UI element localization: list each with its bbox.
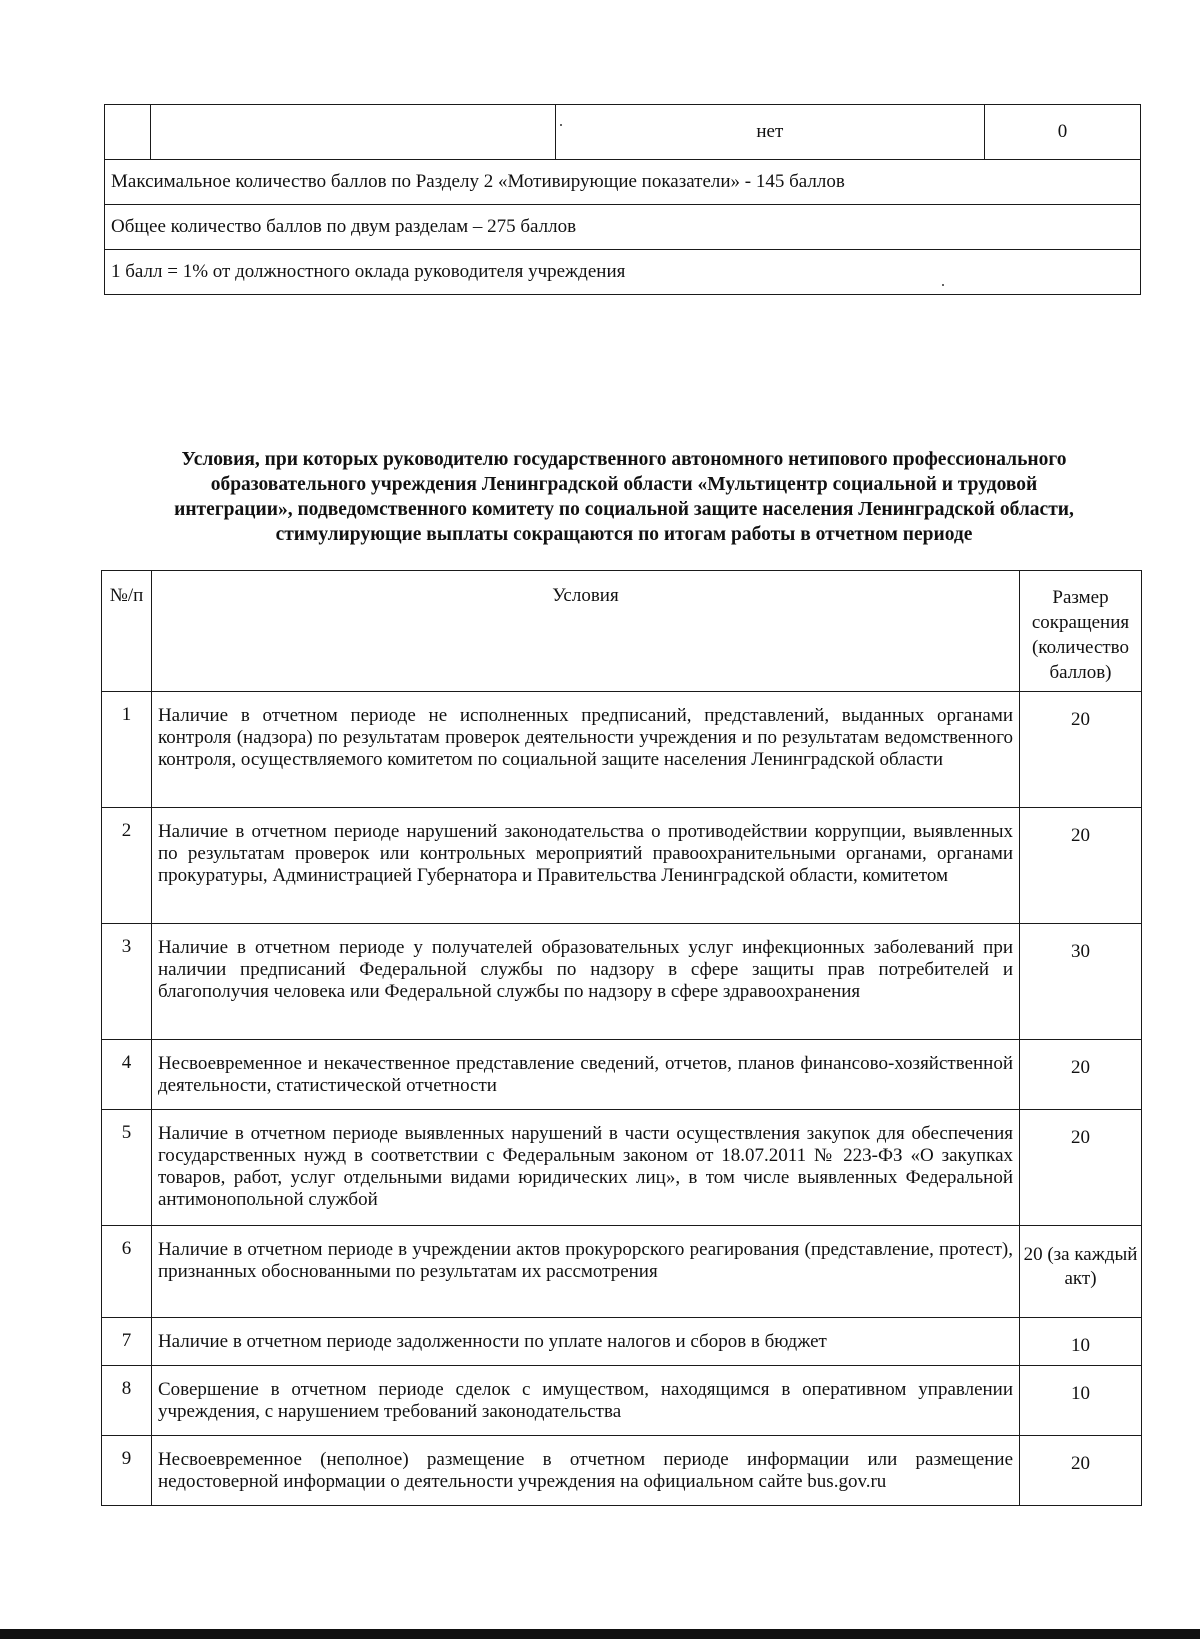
row-condition: Наличие в отчетном периоде не исполненных предписаний, представлений, выданных органами контроля (надзора) по результатам проверок деятельности учреждения и по результатам ведомственного контроля, осуществляемого комитетом по социальной защите населения Ленинградской области [151, 692, 1019, 808]
row-condition: Наличие в отчетном периоде выявленных нарушений в части осуществления закупок для обеспечения государственных нужд в соответствии с Федеральным законом от 18.07.2011 № 223-ФЗ «О закупках товаров, работ, услуг отдельными видами юридических лиц», в том числе выявленных Федеральной антимонопольной службой [151, 1110, 1019, 1226]
row-size: 20 [1020, 692, 1142, 808]
summary-max-section2: Максимальное количество баллов по Разделу 2 «Мотивирующие показатели» - 145 баллов [105, 160, 1141, 205]
heading-line: Условия, при которых руководителю государственного автономного нетипового профессионального [181, 449, 1067, 470]
header-num: №/п [102, 571, 152, 692]
table-row [102, 692, 1142, 808]
row-num: 7 [102, 1318, 152, 1366]
table-row [102, 1040, 1142, 1110]
header-size: Размер сокращения (количество баллов) [1020, 571, 1142, 692]
row-num: 2 [102, 808, 152, 924]
table-row [102, 1318, 1142, 1366]
summary-point-value: 1 балл = 1% от должностного оклада руководителя учреждения [105, 250, 1141, 295]
heading-line: интеграции», подведомственного комитету по социальной защите населения Ленинградской области, [174, 499, 1074, 520]
row-condition: Совершение в отчетном периоде сделок с имуществом, находящимся в оперативном управлении учреждения, с нарушением требований законодательства [151, 1366, 1019, 1436]
row-size: 20 [1020, 1436, 1142, 1506]
row-size: 10 [1020, 1366, 1142, 1436]
heading-line: образовательного учреждения Ленинградской области «Мультицентр социальной и трудовой [210, 474, 1038, 495]
top-table-cell-empty [105, 105, 151, 160]
row-condition: Несвоевременное и некачественное представление сведений, отчетов, планов финансово-хозяйственной деятельности, статистической отчетности [151, 1040, 1019, 1110]
row-condition: Наличие в отчетном периоде у получателей образовательных услуг инфекционных заболеваний при наличии предписаний Федеральной службы по надзору в сфере защиты прав потребителей и благополучия человека или Федеральной службы по надзору в сфере здравоохранения [151, 924, 1019, 1040]
row-num: 5 [102, 1110, 152, 1226]
scan-speck [560, 124, 562, 126]
table-header-row [102, 571, 1142, 692]
table-row [102, 1226, 1142, 1318]
top-table-summary-row [105, 205, 1141, 250]
row-num: 4 [102, 1040, 152, 1110]
scan-speck [942, 284, 944, 286]
table-row [102, 1110, 1142, 1226]
row-condition: Наличие в отчетном периоде задолженности по уплате налогов и сборов в бюджет [151, 1318, 1019, 1366]
table-row [102, 1366, 1142, 1436]
top-table-summary-row [105, 250, 1141, 295]
row-num: 6 [102, 1226, 152, 1318]
row-condition: Наличие в отчетном периоде нарушений законодательства о противодействии коррупции, выявленных по результатам проверок или контрольных мероприятий правоохранительными органами, органами прокуратуры, Администрацией Губернатора и Правительства Ленинградской области, комитетом [151, 808, 1019, 924]
top-table [104, 104, 1141, 295]
section-heading [104, 447, 1144, 547]
row-condition: Несвоевременное (неполное) размещение в отчетном периоде информации или размещение недостоверной информации о деятельности учреждения на официальном сайте bus.gov.ru [151, 1436, 1019, 1506]
scan-edge-bar [0, 1629, 1200, 1639]
row-size: 20 [1020, 1040, 1142, 1110]
row-size: 10 [1020, 1318, 1142, 1366]
top-table-row [105, 105, 1141, 160]
top-table-value-label: нет [555, 105, 985, 160]
table-row [102, 808, 1142, 924]
row-size: 20 [1020, 808, 1142, 924]
row-num: 3 [102, 924, 152, 1040]
heading-line: стимулирующие выплаты сокращаются по итогам работы в отчетном периоде [275, 524, 973, 545]
summary-total-points: Общее количество баллов по двум разделам – 275 баллов [105, 205, 1141, 250]
row-num: 8 [102, 1366, 152, 1436]
row-num: 9 [102, 1436, 152, 1506]
header-conditions: Условия [151, 571, 1019, 692]
table-row [102, 924, 1142, 1040]
top-table-cell-empty [150, 105, 555, 160]
row-size: 20 [1020, 1110, 1142, 1226]
conditions-table [101, 570, 1142, 1506]
row-condition: Наличие в отчетном периоде в учреждении актов прокурорского реагирования (представление, протест), признанных обоснованными по результатам их рассмотрения [151, 1226, 1019, 1318]
table-row [102, 1436, 1142, 1506]
top-table-points: 0 [985, 105, 1141, 160]
row-num: 1 [102, 692, 152, 808]
top-table-summary-row [105, 160, 1141, 205]
row-size: 20 (за каждый акт) [1020, 1226, 1142, 1318]
row-size: 30 [1020, 924, 1142, 1040]
